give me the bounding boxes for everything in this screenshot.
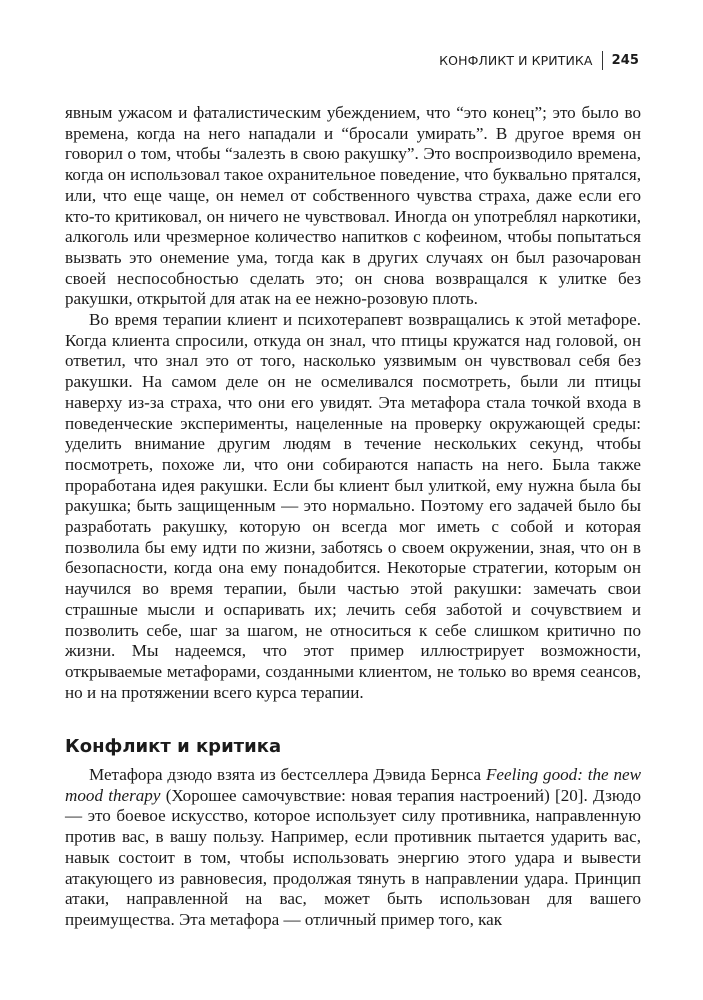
paragraph-judo-text-rest: (Хорошее самочувствие: новая терапия настроений) [20]. Дзюдо — это боевое искусство, которое использует силу противника, направленную против вас, в вашу пользу. Например, если противник пытается ударить вас, навык состоит в том, чтобы использовать энергию этого удара и вывести атакующего из равновесия, продолжая тянуть в направлении удара. Принцип атаки, направленной на вас, может быть использован для вашего преимущества. Эта метафора — отличный пример того, как [65,785,641,929]
body-text-lower [65,765,641,931]
paragraph-therapy-metaphor: Во время терапии клиент и психотерапевт возвращались к этой метафоре. Когда клиента спросили, откуда он знал, что птицы кружатся над головой, он ответил, что знал это от того, насколько уязвимым он чувствовал себя без ракушки. На самом деле он не осмеливался посмотреть, были ли птицы наверху из-за страха, что они его увидят. Эта метафора стала точкой входа в поведенческие эксперименты, нацеленные на проверку окружающей среды: уделить внимание другим людям в течение нескольких секунд, чтобы посмотреть, похоже ли, что они собираются напасть на него. Была также проработана идея ракушки. Если бы клиент был улиткой, ему нужна была бы ракушка; быть защищенным — это нормально. Поэтому его задачей было бы разработать ракушку, которую он всегда мог иметь с собой и которая позволила бы ему идти по жизни, заботясь о своем окружении, зная, что он в безопасности, когда она ему понадобится. Некоторые стратегии, которым он научился во время терапии, были частью этой ракушки: замечать свои страшные мысли и оспаривать их; лечить себя заботой и сочувствием и позволить себе, шаг за шагом, не относиться к себе слишком критично по жизни. Мы надеемся, что этот пример иллюстрирует возможности, открываемые метафорами, созданными клиентом, не только во время сеансов, но и на протяжении всего курса терапии. [65,310,641,702]
paragraph-continued: явным ужасом и фаталистическим убеждением, что “это конец”; это было во времена, когда на него нападали и “бросали умирать”. В другое время он говорил о том, чтобы “залезть в свою ракушку”. Это воспроизводило времена, когда он использовал такое охранительное поведение, что буквально прятался, или, что еще чаще, он немел от собственного чувства страха, даже если его кто-то критиковал, он ничего не чувствовал. Иногда он употреблял наркотики, алкоголь или чрезмерное количество напитков с кофеином, чтобы попытаться вызвать это онемение ума, тогда как в других случаях он был разочарован своей неспособностью сделать это; он снова возвращался к улитке без ракушки, открытой для атак на ее нежно-розовую плоть. [65,103,641,309]
running-header [439,50,639,70]
book-title: Feeling good: the new mood therapy [65,765,641,805]
running-header-section-title: КОНФЛИКТ И КРИТИКА [439,52,593,68]
paragraph-judo-text-start: Метафора дзюдо взята из бестселлера Дэвида Бернса [89,765,486,784]
section-heading: Конфликт и критика [65,736,282,757]
paragraph-judo-metaphor [65,765,641,931]
body-text-upper [65,103,641,703]
page-number: 245 [611,52,639,68]
